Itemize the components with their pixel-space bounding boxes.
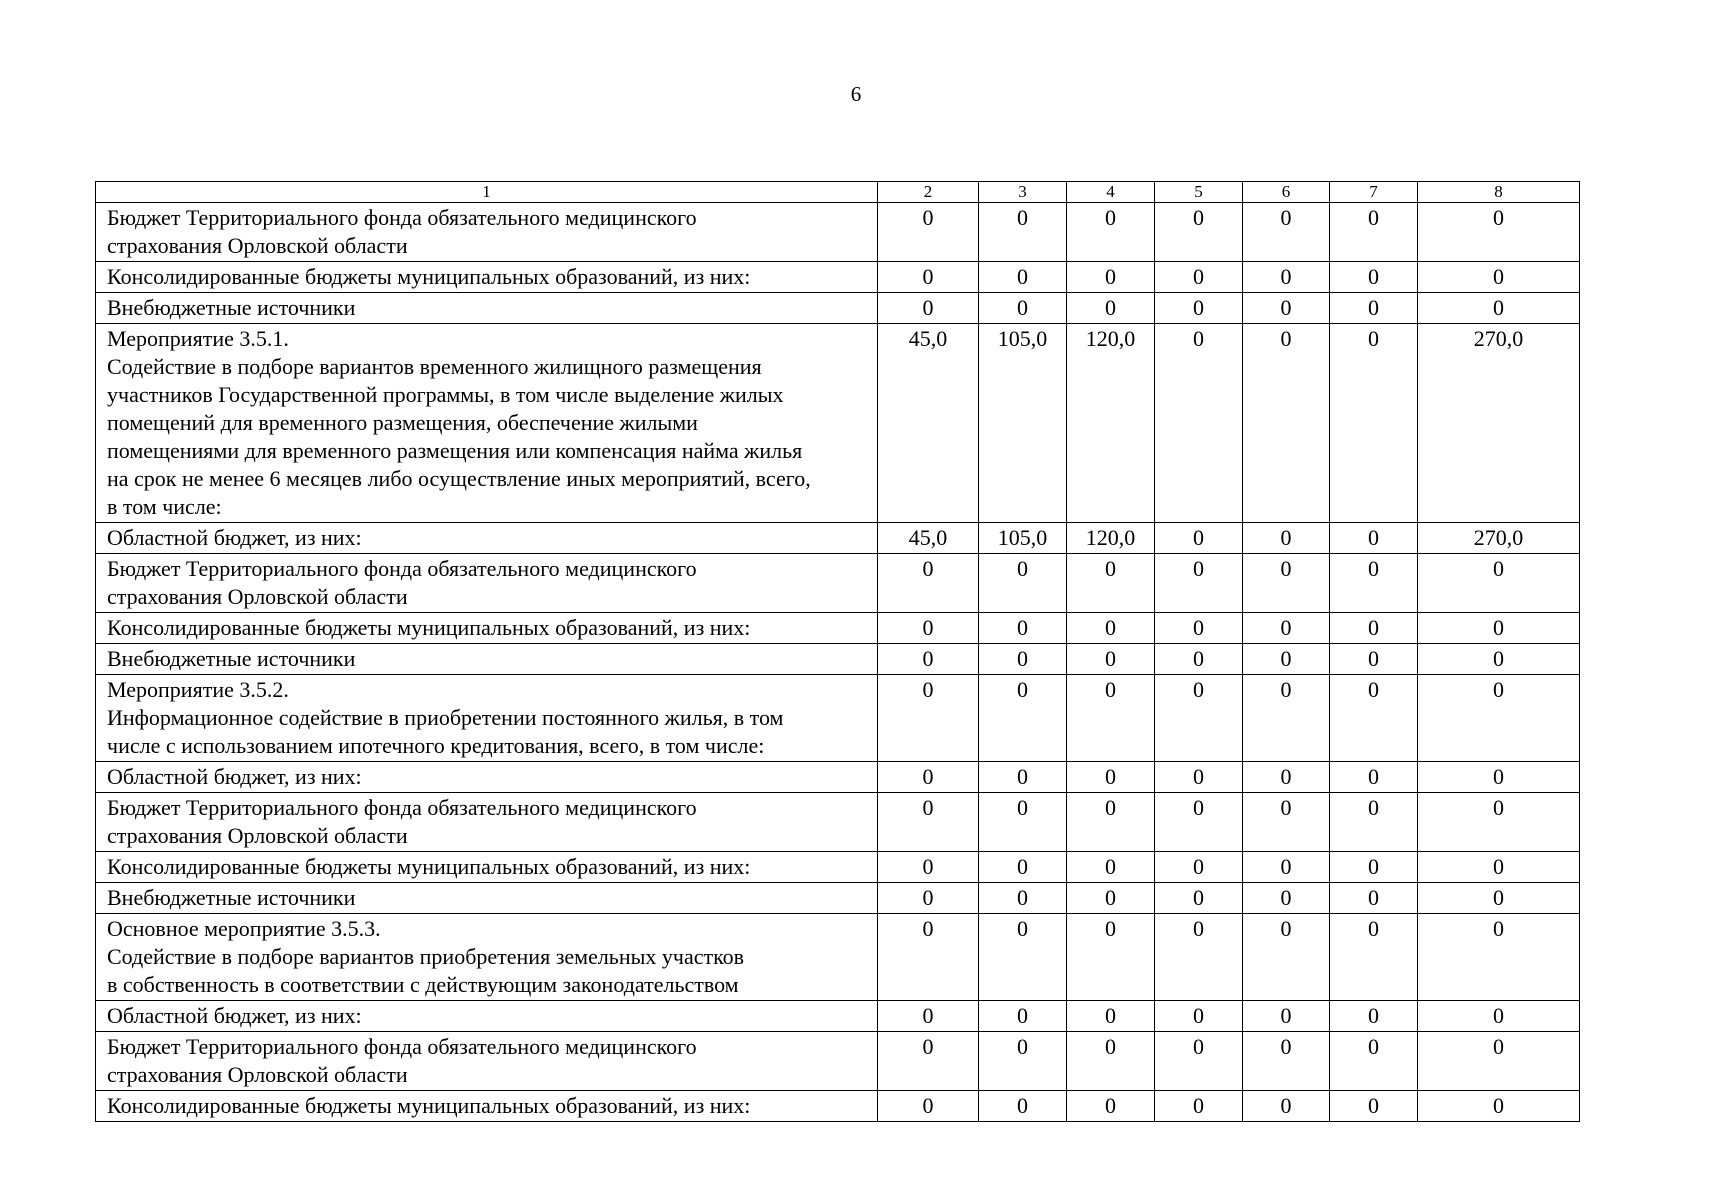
row-description [96, 762, 878, 793]
value-cell: 0 [1067, 675, 1155, 762]
value-cell: 0 [1243, 1091, 1330, 1122]
value-cell: 120,0 [1067, 523, 1155, 554]
value-cell: 0 [1330, 203, 1418, 262]
value-cell: 0 [979, 852, 1067, 883]
value-cell: 0 [1418, 1032, 1580, 1091]
value-cell: 0 [878, 1032, 979, 1091]
table-row [96, 554, 1580, 613]
table-row [96, 324, 1580, 523]
value-cell: 0 [1243, 675, 1330, 762]
value-cell: 0 [979, 203, 1067, 262]
description-line: Консолидированные бюджеты муниципальных образований, из них: [107, 264, 751, 289]
value-cell: 0 [1067, 1001, 1155, 1032]
header-cell: 4 [1067, 182, 1155, 203]
value-cell: 0 [878, 613, 979, 644]
value-cell: 0 [1330, 293, 1418, 324]
value-cell: 0 [1418, 762, 1580, 793]
value-cell: 0 [979, 1091, 1067, 1122]
description-line: Внебюджетные источники [107, 295, 356, 320]
value-cell: 0 [1155, 852, 1243, 883]
value-cell: 0 [1243, 613, 1330, 644]
value-cell: 0 [979, 644, 1067, 675]
description-line: Содействие в подборе вариантов временного жилищного размещения [107, 354, 762, 379]
description-line: Бюджет Территориального фонда обязательного медицинского [107, 205, 697, 230]
page-number: 6 [850, 82, 862, 106]
row-description [96, 554, 878, 613]
value-cell: 0 [878, 262, 979, 293]
value-cell: 0 [1155, 324, 1243, 523]
value-cell: 0 [1418, 914, 1580, 1001]
description-line: в собственность в соответствии с действующим законодательством [107, 972, 739, 997]
value-cell: 0 [979, 883, 1067, 914]
description-line: Информационное содействие в приобретении постоянного жилья, в том [107, 705, 784, 730]
value-cell: 0 [1243, 1032, 1330, 1091]
description-line: числе с использованием ипотечного кредитования, всего, в том числе: [107, 733, 765, 758]
value-cell: 0 [979, 1001, 1067, 1032]
table-row [96, 762, 1580, 793]
value-cell: 0 [878, 203, 979, 262]
description-line: Мероприятие 3.5.1. [107, 326, 289, 351]
value-cell: 105,0 [979, 324, 1067, 523]
row-description [96, 793, 878, 852]
value-cell: 0 [1155, 644, 1243, 675]
table-row [96, 203, 1580, 262]
value-cell: 0 [1243, 324, 1330, 523]
value-cell: 0 [1330, 1001, 1418, 1032]
value-cell: 105,0 [979, 523, 1067, 554]
value-cell: 0 [1243, 883, 1330, 914]
value-cell: 0 [878, 883, 979, 914]
value-cell: 0 [1418, 883, 1580, 914]
value-cell: 0 [1330, 613, 1418, 644]
description-line: помещениями для временного размещения или компенсация найма жилья [107, 438, 803, 463]
table-row [96, 883, 1580, 914]
value-cell: 270,0 [1418, 523, 1580, 554]
description-line: Бюджет Территориального фонда обязательного медицинского [107, 1034, 697, 1059]
table-row [96, 914, 1580, 1001]
value-cell: 0 [1155, 523, 1243, 554]
value-cell: 0 [878, 644, 979, 675]
value-cell: 270,0 [1418, 324, 1580, 523]
value-cell: 0 [1330, 324, 1418, 523]
header-row [96, 182, 1580, 203]
value-cell: 0 [1155, 883, 1243, 914]
value-cell: 0 [1243, 203, 1330, 262]
table-row [96, 852, 1580, 883]
value-cell: 0 [878, 852, 979, 883]
value-cell: 0 [1067, 1032, 1155, 1091]
table-row [96, 523, 1580, 554]
description-line: помещений для временного размещения, обеспечение жилыми [107, 410, 698, 435]
table-row [96, 293, 1580, 324]
budget-table [95, 181, 1580, 1122]
table-row [96, 1032, 1580, 1091]
value-cell: 0 [1067, 293, 1155, 324]
value-cell: 0 [1330, 793, 1418, 852]
value-cell: 0 [1330, 852, 1418, 883]
value-cell: 0 [1330, 762, 1418, 793]
value-cell: 0 [1243, 1001, 1330, 1032]
value-cell: 0 [979, 293, 1067, 324]
description-line: страхования Орловской области [107, 233, 408, 258]
row-description [96, 523, 878, 554]
header-cell: 5 [1155, 182, 1243, 203]
value-cell: 0 [1155, 1032, 1243, 1091]
value-cell: 0 [979, 262, 1067, 293]
description-line: Содействие в подборе вариантов приобретения земельных участков [107, 944, 745, 969]
table-row [96, 1091, 1580, 1122]
value-cell: 0 [878, 675, 979, 762]
row-description [96, 613, 878, 644]
value-cell: 0 [878, 1001, 979, 1032]
description-line: Консолидированные бюджеты муниципальных образований, из них: [107, 615, 751, 640]
value-cell: 0 [1155, 613, 1243, 644]
value-cell: 45,0 [878, 523, 979, 554]
value-cell: 0 [979, 914, 1067, 1001]
description-line: Мероприятие 3.5.2. [107, 677, 289, 702]
value-cell: 0 [1330, 262, 1418, 293]
value-cell: 0 [1243, 644, 1330, 675]
value-cell: 0 [979, 613, 1067, 644]
value-cell: 0 [1155, 793, 1243, 852]
row-description [96, 883, 878, 914]
value-cell: 0 [1418, 293, 1580, 324]
value-cell: 0 [1243, 914, 1330, 1001]
value-cell: 0 [1243, 262, 1330, 293]
header-cell: 1 [96, 182, 878, 203]
value-cell: 0 [1418, 554, 1580, 613]
value-cell: 0 [878, 914, 979, 1001]
value-cell: 0 [1330, 554, 1418, 613]
value-cell: 0 [878, 762, 979, 793]
description-line: Областной бюджет, из них: [107, 525, 362, 550]
value-cell: 0 [979, 554, 1067, 613]
value-cell: 0 [979, 1032, 1067, 1091]
description-line: в том числе: [107, 494, 222, 519]
table-row [96, 613, 1580, 644]
value-cell: 0 [1067, 1091, 1155, 1122]
description-line: Консолидированные бюджеты муниципальных образований, из них: [107, 854, 751, 879]
value-cell: 0 [1418, 1091, 1580, 1122]
header-cell: 2 [878, 182, 979, 203]
value-cell: 0 [1330, 1032, 1418, 1091]
row-description [96, 852, 878, 883]
value-cell: 0 [1067, 883, 1155, 914]
row-description [96, 262, 878, 293]
value-cell: 0 [1067, 793, 1155, 852]
description-line: Бюджет Территориального фонда обязательного медицинского [107, 556, 697, 581]
value-cell: 0 [1330, 675, 1418, 762]
table-body [96, 182, 1580, 1122]
value-cell: 0 [979, 762, 1067, 793]
value-cell: 0 [979, 793, 1067, 852]
table-row [96, 793, 1580, 852]
value-cell: 0 [979, 675, 1067, 762]
row-description [96, 324, 878, 523]
row-description [96, 1001, 878, 1032]
table-row [96, 675, 1580, 762]
value-cell: 0 [1155, 675, 1243, 762]
value-cell: 0 [1418, 644, 1580, 675]
value-cell: 0 [1243, 852, 1330, 883]
row-description [96, 914, 878, 1001]
row-description [96, 1091, 878, 1122]
description-line: Областной бюджет, из них: [107, 764, 362, 789]
value-cell: 0 [878, 554, 979, 613]
value-cell: 0 [1418, 852, 1580, 883]
value-cell: 0 [1067, 852, 1155, 883]
value-cell: 0 [1330, 1091, 1418, 1122]
row-description [96, 675, 878, 762]
value-cell: 0 [1243, 293, 1330, 324]
description-line: Консолидированные бюджеты муниципальных образований, из них: [107, 1093, 751, 1118]
value-cell: 0 [878, 293, 979, 324]
value-cell: 0 [1243, 793, 1330, 852]
value-cell: 0 [1418, 1001, 1580, 1032]
description-line: Внебюджетные источники [107, 646, 356, 671]
description-line: страхования Орловской области [107, 584, 408, 609]
row-description [96, 644, 878, 675]
header-cell: 7 [1330, 182, 1418, 203]
description-line: Основное мероприятие 3.5.3. [107, 916, 381, 941]
value-cell: 0 [1418, 613, 1580, 644]
value-cell: 0 [1067, 644, 1155, 675]
value-cell: 0 [1067, 613, 1155, 644]
value-cell: 0 [1067, 914, 1155, 1001]
value-cell: 0 [1243, 554, 1330, 613]
description-line: Внебюджетные источники [107, 885, 356, 910]
value-cell: 0 [1155, 1001, 1243, 1032]
value-cell: 0 [1418, 262, 1580, 293]
value-cell: 0 [1155, 262, 1243, 293]
value-cell: 0 [1155, 914, 1243, 1001]
value-cell: 0 [1155, 762, 1243, 793]
value-cell: 0 [1155, 554, 1243, 613]
table-row [96, 262, 1580, 293]
value-cell: 120,0 [1067, 324, 1155, 523]
value-cell: 0 [1067, 203, 1155, 262]
row-description [96, 1032, 878, 1091]
row-description [96, 293, 878, 324]
description-line: на срок не менее 6 месяцев либо осуществление иных мероприятий, всего, [107, 466, 811, 491]
value-cell: 0 [1418, 675, 1580, 762]
value-cell: 0 [1155, 203, 1243, 262]
value-cell: 0 [1243, 523, 1330, 554]
value-cell: 0 [878, 793, 979, 852]
description-line: Областной бюджет, из них: [107, 1003, 362, 1028]
description-line: страхования Орловской области [107, 823, 408, 848]
header-cell: 6 [1243, 182, 1330, 203]
value-cell: 0 [1418, 793, 1580, 852]
value-cell: 0 [1155, 1091, 1243, 1122]
description-line: участников Государственной программы, в том числе выделение жилых [107, 382, 784, 407]
table-row [96, 1001, 1580, 1032]
value-cell: 0 [1067, 554, 1155, 613]
value-cell: 0 [1330, 644, 1418, 675]
value-cell: 0 [1067, 262, 1155, 293]
value-cell: 0 [1330, 914, 1418, 1001]
header-cell: 3 [979, 182, 1067, 203]
value-cell: 0 [1067, 762, 1155, 793]
value-cell: 45,0 [878, 324, 979, 523]
value-cell: 0 [1243, 762, 1330, 793]
description-line: страхования Орловской области [107, 1062, 408, 1087]
value-cell: 0 [1418, 203, 1580, 262]
header-cell: 8 [1418, 182, 1580, 203]
value-cell: 0 [1155, 293, 1243, 324]
description-line: Бюджет Территориального фонда обязательного медицинского [107, 795, 697, 820]
value-cell: 0 [1330, 883, 1418, 914]
value-cell: 0 [878, 1091, 979, 1122]
row-description [96, 203, 878, 262]
value-cell: 0 [1330, 523, 1418, 554]
table-row [96, 644, 1580, 675]
